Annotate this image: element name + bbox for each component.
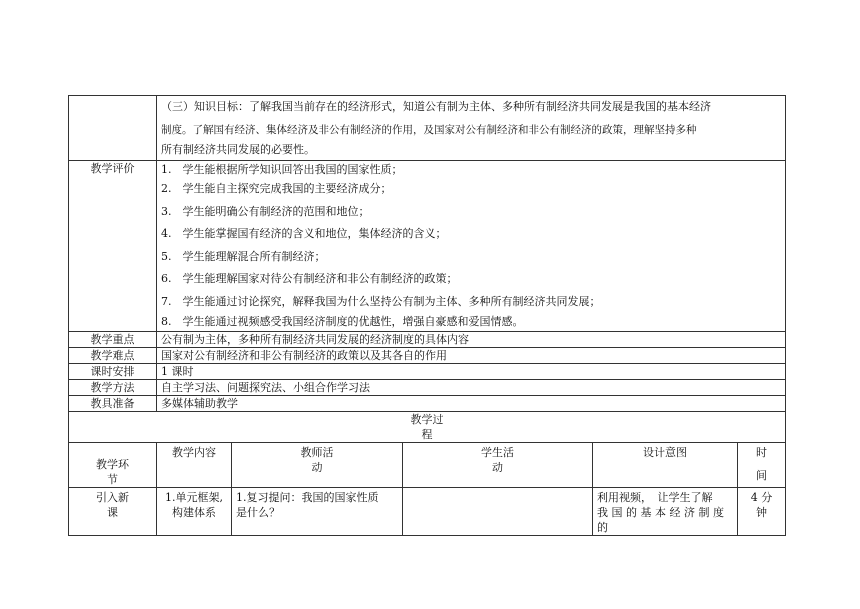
method-row: [69, 380, 786, 396]
method-value: 自主学习法、问题探究法、小组合作学习法: [157, 380, 786, 396]
key-point-row: [69, 332, 786, 348]
row-teacher-line-1: 1.复习提问：我国的国家性质: [236, 491, 379, 504]
knowledge-objective-cell: [157, 96, 786, 161]
header-student-line-2: 动: [492, 461, 503, 474]
row-content: [157, 488, 232, 536]
header-teacher-line-2: 动: [311, 461, 323, 474]
evaluation-item: 3. 学生能明确公有制经济的范围和地位；: [161, 204, 370, 218]
row-time-line-1: 4 分: [750, 491, 773, 504]
header-teacher-line-1: 教师活: [300, 446, 334, 459]
evaluation-item: 2. 学生能自主探究完成我国的主要经济成分；: [161, 182, 392, 195]
knowledge-line-2: 制度。了解国有经济、集体经济及非公有制经济的作用，及国家对公有制经济和非公有制经济的政策，理解坚持多种: [161, 123, 697, 136]
row-teacher: [232, 488, 403, 536]
evaluation-label: 教学评价: [69, 161, 157, 332]
knowledge-objective-row: [69, 96, 786, 161]
evaluation-item: 8. 学生能通过视频感受我国经济制度的优越性，增强自豪感和爱国情感。: [161, 315, 524, 328]
header-teacher: [232, 443, 403, 488]
row-intent-line-3: 的: [597, 521, 608, 534]
header-time-line-2: 间: [756, 469, 767, 482]
row-content-line-1: 1.单元框架,: [165, 491, 223, 504]
header-stage: [69, 443, 157, 488]
row-content-line-2: 构建体系: [172, 506, 216, 519]
process-title-row: [69, 412, 786, 443]
row-intent-line-2: 我 国 的 基 本 经 济 制 度: [597, 506, 724, 519]
row-stage-line-2: 课: [107, 506, 118, 519]
key-point-label: 教学重点: [69, 332, 157, 348]
row-intent: [593, 488, 738, 536]
row-time-line-2: 钟: [756, 506, 767, 519]
key-point-value: 公有制为主体，多种所有制经济共同发展的经济制度的具体内容: [157, 332, 786, 348]
row-teacher-line-2: 是什么？: [236, 506, 280, 519]
process-row: [69, 488, 786, 536]
evaluation-item: 4. 学生能掌握国有经济的含义和地位，集体经济的含义；: [161, 227, 447, 240]
tools-row: [69, 396, 786, 412]
row-student: [403, 488, 593, 536]
row-stage: [69, 488, 157, 536]
header-time: [738, 443, 786, 488]
process-title-line-2: 程: [421, 428, 433, 441]
evaluation-cell: [157, 161, 786, 332]
difficulty-label: 教学难点: [69, 348, 157, 364]
row-intent-line-1: 利用视频， 让学生了解: [597, 491, 713, 504]
process-title-cell: [69, 412, 786, 443]
evaluation-item: 7. 学生能通过讨论探究，解释我国为什么坚持公有制为主体、多种所有制经济共同发展；: [161, 294, 601, 308]
evaluation-row: [69, 161, 786, 332]
knowledge-line-1: （三）知识目标：了解我国当前存在的经济形式，知道公有制为主体、多种所有制经济共同发展是我国的基本经济: [161, 100, 711, 113]
difficulty-value: 国家对公有制经济和非公有制经济的政策以及其各自的作用: [157, 348, 786, 364]
knowledge-objective-label-cell: [69, 96, 157, 161]
tools-label: 教具准备: [69, 396, 157, 412]
row-stage-line-1: 引入新: [96, 491, 129, 504]
header-stage-line-2: 节: [107, 473, 118, 486]
header-student: [403, 443, 593, 488]
header-content: 教学内容: [157, 443, 232, 488]
row-time: [738, 488, 786, 536]
difficulty-row: [69, 348, 786, 364]
header-student-line-1: 学生活: [481, 446, 514, 459]
schedule-value: 1 课时: [157, 364, 786, 380]
process-header-row: [69, 443, 786, 488]
method-label: 教学方法: [69, 380, 157, 396]
header-time-line-1: 时: [756, 446, 767, 459]
evaluation-item: 6. 学生能理解国家对待公有制经济和非公有制经济的政策；: [161, 272, 458, 285]
evaluation-item: 5. 学生能理解混合所有制经济；: [161, 249, 326, 263]
process-title-line-1: 教学过: [410, 413, 444, 426]
header-intent: 设计意图: [593, 443, 738, 488]
tools-value: 多媒体辅助教学: [157, 396, 786, 412]
schedule-row: [69, 364, 786, 380]
evaluation-item: 1. 学生能根据所学知识回答出我国的国家性质；: [161, 163, 403, 176]
lesson-plan-table: [68, 95, 786, 536]
header-stage-line-1: 教学环: [96, 458, 129, 471]
knowledge-line-3: 所有制经济共同发展的必要性。: [161, 143, 315, 156]
schedule-label: 课时安排: [69, 364, 157, 380]
